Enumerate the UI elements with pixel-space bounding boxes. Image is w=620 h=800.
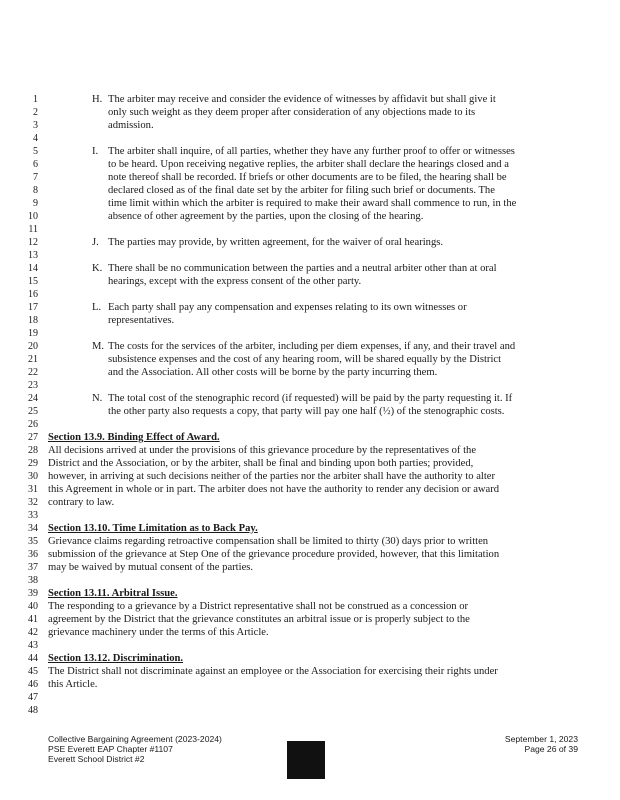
section-text-line: District and the Association, or by the arbiter, shall be final and binding upon both parties; provided, <box>48 458 474 469</box>
line-number: 2 <box>33 107 38 118</box>
section-text-line: submission of the grievance at Step One of the grievance procedure provided, however, that this limitation <box>48 549 500 560</box>
line-number: 11 <box>28 224 38 235</box>
line-number: 39 <box>28 588 38 599</box>
item-text-line: The parties may provide, by written agreement, for the waiver of oral hearings. <box>108 237 444 248</box>
black-stamp-block <box>287 741 325 779</box>
line-number: 47 <box>28 692 38 703</box>
line-number: 46 <box>28 679 38 690</box>
item-text-line: note thereof shall be recorded. If briefs or other documents are to be filed, the hearing shall be <box>108 172 507 183</box>
section-heading: Section 13.9. Binding Effect of Award. <box>48 432 220 443</box>
item-text-line: admission. <box>108 120 154 131</box>
line-number: 14 <box>28 263 38 274</box>
line-number: 36 <box>28 549 38 560</box>
section-heading: Section 13.10. Time Limitation as to Back Pay. <box>48 523 258 534</box>
line-number: 38 <box>28 575 38 586</box>
section-text-line: agreement by the District that the grievance constitutes an arbitral issue or is properly subject to the <box>48 614 470 625</box>
line-number: 29 <box>28 458 38 469</box>
footer-agreement-title: Collective Bargaining Agreement (2023-2024) <box>48 734 222 744</box>
line-number: 5 <box>33 146 38 157</box>
line-number: 13 <box>28 250 38 261</box>
item-text-line: There shall be no communication between the parties and a neutral arbiter other than at oral <box>108 263 497 274</box>
line-number: 41 <box>28 614 38 625</box>
item-text-line: The arbiter shall inquire, of all parties, whether they have any further proof to offer or witnesses <box>108 146 515 157</box>
line-number: 15 <box>28 276 38 287</box>
line-number: 8 <box>33 185 38 196</box>
line-number: 18 <box>28 315 38 326</box>
line-number: 44 <box>28 653 38 664</box>
line-number: 19 <box>28 328 38 339</box>
line-number: 1 <box>33 94 38 105</box>
item-text-line: only such weight as they deem proper after consideration of any objections made to its <box>108 107 476 118</box>
line-number: 22 <box>28 367 38 378</box>
item-label: L. <box>92 302 102 313</box>
line-number: 35 <box>28 536 38 547</box>
line-number: 24 <box>28 393 38 404</box>
item-text-line: representatives. <box>108 315 175 326</box>
footer-date: September 1, 2023 <box>504 734 578 744</box>
line-number: 31 <box>28 484 38 495</box>
line-number: 7 <box>33 172 38 183</box>
line-number: 17 <box>28 302 38 313</box>
item-text-line: time limit within which the arbiter is required to make their award shall commence to run, in the <box>108 198 517 209</box>
line-number: 26 <box>28 419 38 430</box>
section-heading: Section 13.11. Arbitral Issue. <box>48 588 178 599</box>
item-label: K. <box>92 263 103 274</box>
line-number: 12 <box>28 237 38 248</box>
footer-left <box>48 734 222 764</box>
footer-right <box>505 734 578 754</box>
line-number: 42 <box>28 627 38 638</box>
section-heading: Section 13.12. Discrimination. <box>48 653 184 664</box>
section-text-line: this Article. <box>48 679 98 690</box>
section-text-line: may be waived by mutual consent of the parties. <box>48 562 254 573</box>
line-number: 4 <box>33 133 38 144</box>
line-number: 25 <box>28 406 38 417</box>
item-label: I. <box>92 146 99 157</box>
line-number: 40 <box>28 601 38 612</box>
line-number: 45 <box>28 666 38 677</box>
line-number: 6 <box>33 159 38 170</box>
line-number: 20 <box>28 341 38 352</box>
line-number: 23 <box>28 380 38 391</box>
section-text-line: The District shall not discriminate against an employee or the Association for exercising their rights under <box>48 666 498 677</box>
section-text-line: Grievance claims regarding retroactive compensation shall be limited to thirty (30) days prior to written <box>48 536 489 547</box>
line-number: 48 <box>28 705 38 716</box>
item-label: M. <box>92 341 105 352</box>
footer-district: Everett School District #2 <box>48 754 145 764</box>
footer-chapter: PSE Everett EAP Chapter #1107 <box>48 744 173 754</box>
line-number: 27 <box>28 432 38 443</box>
line-number: 3 <box>33 120 38 131</box>
section-text-line: All decisions arrived at under the provisions of this grievance procedure by the representatives of the <box>48 445 477 456</box>
line-number: 28 <box>28 445 38 456</box>
section-text-line: The responding to a grievance by a District representative shall not be construed as a concession or <box>48 601 469 612</box>
line-number: 16 <box>28 289 38 300</box>
line-number: 43 <box>28 640 38 651</box>
item-text-line: The total cost of the stenographic record (if requested) will be paid by the party requesting it. If <box>108 393 513 404</box>
line-number: 37 <box>28 562 38 573</box>
item-text-line: The costs for the services of the arbiter, including per diem expenses, if any, and their travel and <box>108 341 516 352</box>
item-text-line: hearings, except with the express consent of the other party. <box>108 276 362 287</box>
line-number: 34 <box>28 523 38 534</box>
section-text-line: grievance machinery under the terms of this Article. <box>48 627 269 638</box>
item-text-line: The arbiter may receive and consider the evidence of witnesses by affidavit but shall give it <box>108 94 496 105</box>
item-text-line: declared closed as of the final date set by the arbiter for filing such brief or documents. The <box>108 185 495 196</box>
section-text-line: this Agreement in whole or in part. The arbiter does not have the authority to render any decision or award <box>48 484 500 495</box>
item-text-line: to be heard. Upon receiving negative replies, the arbiter shall declare the hearings closed and a <box>108 159 509 170</box>
item-text-line: the other party also requests a copy, that party will pay one half (½) of the stenographic costs. <box>108 406 505 417</box>
section-text-line: contrary to law. <box>48 497 115 508</box>
item-label: J. <box>92 237 99 248</box>
line-number: 10 <box>28 211 38 222</box>
section-text-line: however, in arriving at such decisions neither of the parties nor the arbiter shall have the authority to alter <box>48 471 496 482</box>
item-label: H. <box>92 94 103 105</box>
line-number: 30 <box>28 471 38 482</box>
item-text-line: absence of other agreement by the parties, upon the closing of the hearing. <box>108 211 424 222</box>
line-number: 32 <box>28 497 38 508</box>
item-text-line: subsistence expenses and the cost of any hearing room, will be shared equally by the District <box>108 354 502 365</box>
item-text-line: Each party shall pay any compensation and expenses relating to its own witnesses or <box>108 302 467 313</box>
footer-page-number: Page 26 of 39 <box>524 744 578 754</box>
line-number: 21 <box>28 354 38 365</box>
item-label: N. <box>92 393 103 404</box>
line-number: 9 <box>33 198 38 209</box>
item-text-line: and the Association. All other costs will be borne by the party incurring them. <box>108 367 438 378</box>
line-number: 33 <box>28 510 38 521</box>
